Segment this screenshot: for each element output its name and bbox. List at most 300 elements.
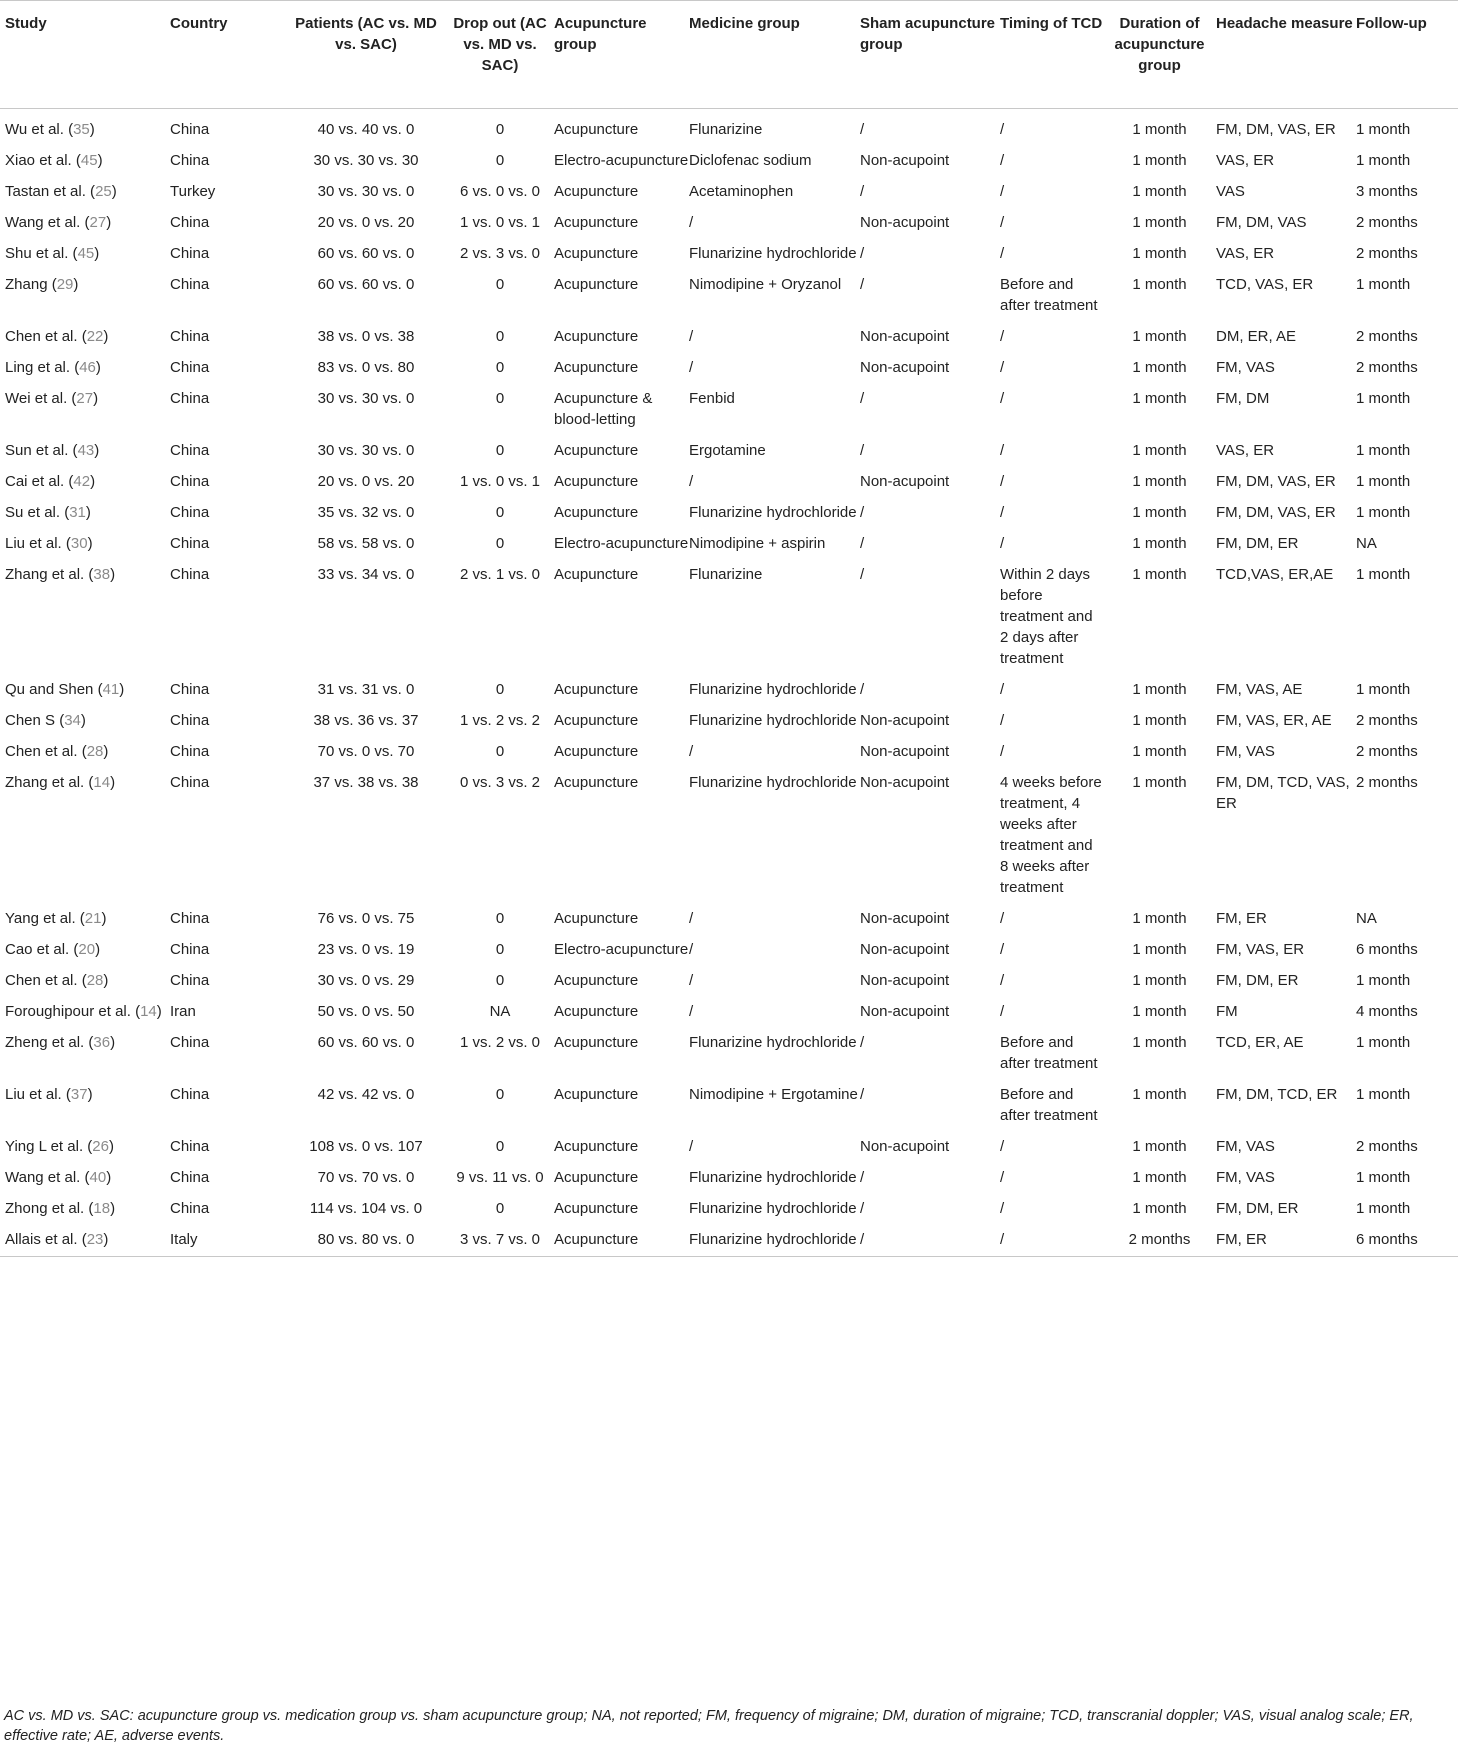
acupuncture-cell: Acupuncture bbox=[554, 245, 639, 262]
patients-cell: 20 vs. 0 vs. 20 bbox=[317, 214, 415, 231]
tcd-timing-cell: / bbox=[1000, 504, 1005, 521]
study-name: Wei et al. bbox=[5, 390, 68, 407]
dropout-cell: 2 vs. 1 vs. 0 bbox=[459, 566, 541, 583]
country-cell: China bbox=[170, 442, 210, 459]
dropout-cell: 3 vs. 7 vs. 0 bbox=[446, 1219, 554, 1257]
medicine-cell: / bbox=[689, 1003, 694, 1020]
sham-cell: / bbox=[860, 535, 865, 552]
acupuncture-cell: Acupuncture bbox=[554, 183, 639, 200]
medicine-cell: / bbox=[689, 214, 694, 231]
sham-cell: / bbox=[860, 1219, 1000, 1257]
patients-cell: 42 vs. 42 vs. 0 bbox=[317, 1086, 415, 1103]
reference-link[interactable]: 38 bbox=[93, 566, 111, 583]
study-cell: Wu et al. (35) bbox=[5, 121, 95, 138]
dropout-cell: 0 bbox=[495, 972, 505, 989]
country-cell: China bbox=[170, 712, 210, 729]
reference-link[interactable]: 21 bbox=[84, 910, 102, 927]
table-footnote: AC vs. MD vs. SAC: acupuncture group vs. medication group vs. sham acupuncture group; NA, not reported; FM, frequency of migraine; DM, duration of migraine; TCD, transcranial doppler; VAS, visual analog scale; ER, effective rate; AE, adverse events. bbox=[4, 1708, 1414, 1744]
acupuncture-cell: Electro-acupuncture bbox=[554, 941, 689, 958]
follow-up-cell: 1 month bbox=[1356, 473, 1411, 490]
reference-link[interactable]: 26 bbox=[92, 1138, 109, 1155]
medicine-cell: / bbox=[689, 743, 694, 760]
study-name: Foroughipour et al. bbox=[5, 1003, 131, 1020]
tcd-timing-cell: 4 weeks before treatment, 4 weeks after treatment and 8 weeks after treatment bbox=[1000, 774, 1102, 896]
measure-cell: FM, DM, ER bbox=[1216, 535, 1299, 552]
sham-cell: / bbox=[860, 1086, 865, 1103]
reference-link[interactable]: 20 bbox=[78, 941, 96, 958]
tcd-timing-cell: / bbox=[1000, 473, 1005, 490]
acupuncture-cell: Acupuncture bbox=[554, 774, 639, 791]
medicine-cell: Flunarizine hydrochloride bbox=[689, 1200, 857, 1217]
country-cell: China bbox=[170, 972, 210, 989]
dropout-cell: 0 bbox=[495, 1138, 505, 1155]
study-name: Wang et al. bbox=[5, 214, 81, 231]
study-name: Allais et al. bbox=[5, 1231, 78, 1248]
follow-up-cell: 2 months bbox=[1356, 214, 1418, 231]
table-row bbox=[0, 1022, 1458, 1074]
measure-cell: FM bbox=[1216, 1003, 1238, 1020]
acupuncture-cell: Electro-acupuncture bbox=[554, 152, 689, 169]
dropout-cell: 0 bbox=[495, 442, 505, 459]
table-row bbox=[0, 378, 1458, 430]
study-cell: Zhang et al. (38) bbox=[5, 566, 116, 583]
study-name: Wu et al. bbox=[5, 121, 64, 138]
acupuncture-cell: Acupuncture bbox=[554, 473, 639, 490]
table-row bbox=[0, 991, 1458, 1022]
table-row bbox=[0, 731, 1458, 762]
reference-link[interactable]: 25 bbox=[95, 183, 112, 200]
country-cell: China bbox=[170, 1086, 210, 1103]
study-cell: Zhang et al. (14) bbox=[5, 774, 116, 791]
header-row bbox=[0, 1, 1458, 109]
acupuncture-cell: Electro-acupuncture bbox=[554, 535, 689, 552]
acupuncture-cell: Acupuncture bbox=[554, 1003, 639, 1020]
follow-up-cell: 2 months bbox=[1356, 359, 1418, 376]
measure-cell: FM, VAS, ER bbox=[1216, 941, 1305, 958]
study-name: Zhong et al. bbox=[5, 1200, 85, 1217]
measure-cell: FM, VAS bbox=[1216, 1169, 1275, 1186]
table-row bbox=[0, 1188, 1458, 1219]
patients-cell: 37 vs. 38 vs. 38 bbox=[313, 774, 419, 791]
medicine-cell: Flunarizine hydrochloride bbox=[689, 712, 857, 729]
duration-cell: 1 month bbox=[1132, 504, 1187, 521]
tcd-timing-cell: / bbox=[1000, 1003, 1005, 1020]
study-name: Chen et al. bbox=[5, 328, 78, 345]
measure-cell: VAS bbox=[1216, 183, 1245, 200]
reference-link[interactable]: 34 bbox=[64, 712, 81, 729]
tcd-timing-cell: / bbox=[1000, 359, 1005, 376]
follow-up-cell: 1 month bbox=[1356, 1169, 1411, 1186]
tcd-timing-cell: Within 2 days before treatment and 2 days after treatment bbox=[1000, 566, 1093, 667]
follow-up-cell: 1 month bbox=[1356, 566, 1411, 583]
reference-link[interactable]: 36 bbox=[93, 1034, 111, 1051]
sham-cell: Non-acupoint bbox=[860, 359, 950, 376]
tcd-timing-cell: / bbox=[1000, 214, 1005, 231]
study-cell: Cai et al. (42) bbox=[5, 473, 96, 490]
table-row bbox=[0, 960, 1458, 991]
sham-cell: / bbox=[860, 1200, 865, 1217]
table-row bbox=[0, 762, 1458, 898]
medicine-cell: Flunarizine hydrochloride bbox=[689, 504, 857, 521]
sham-cell: Non-acupoint bbox=[860, 941, 950, 958]
table-row bbox=[0, 669, 1458, 700]
reference-link[interactable]: 14 bbox=[93, 774, 111, 791]
medicine-cell: Flunarizine hydrochloride bbox=[689, 681, 857, 698]
duration-cell: 1 month bbox=[1132, 152, 1187, 169]
study-name: Xiao et al. bbox=[5, 152, 72, 169]
country-cell: China bbox=[170, 1034, 210, 1051]
medicine-cell: / bbox=[689, 328, 694, 345]
acupuncture-cell: Acupuncture bbox=[554, 1138, 639, 1155]
study-cell: Allais et al. (23) bbox=[0, 1219, 170, 1257]
follow-up-cell: 2 months bbox=[1356, 1138, 1418, 1155]
acupuncture-cell: Acupuncture bbox=[554, 276, 639, 293]
measure-cell: FM, DM bbox=[1216, 390, 1270, 407]
follow-up-cell: NA bbox=[1356, 910, 1377, 927]
acupuncture-cell: Acupuncture bbox=[554, 1200, 639, 1217]
study-name: Wang et al. bbox=[5, 1169, 81, 1186]
acupuncture-cell: Acupuncture bbox=[554, 504, 639, 521]
follow-up-cell: 6 months bbox=[1356, 1219, 1458, 1257]
study-cell: Sun et al. (43) bbox=[5, 442, 100, 459]
study-cell: Liu et al. (30) bbox=[5, 535, 93, 552]
sham-cell: Non-acupoint bbox=[860, 1138, 950, 1155]
patients-cell: 33 vs. 34 vs. 0 bbox=[317, 566, 415, 583]
duration-cell: 1 month bbox=[1132, 681, 1187, 698]
header-country: Country bbox=[170, 1, 286, 109]
dropout-cell: 9 vs. 11 vs. 0 bbox=[456, 1169, 544, 1186]
study-name: Zheng et al. bbox=[5, 1034, 85, 1051]
header-follow-up: Follow-up bbox=[1356, 1, 1458, 109]
dropout-cell: 0 bbox=[495, 535, 505, 552]
table-row bbox=[0, 929, 1458, 960]
dropout-cell: 0 bbox=[495, 1086, 505, 1103]
reference-link[interactable]: 14 bbox=[140, 1003, 157, 1020]
header-duration: Duration of acupuncture group bbox=[1103, 1, 1216, 109]
reference-link[interactable]: 43 bbox=[77, 442, 95, 459]
acupuncture-cell: Acupuncture bbox=[554, 566, 639, 583]
patients-cell: 108 vs. 0 vs. 107 bbox=[309, 1138, 423, 1155]
country-cell: China bbox=[170, 504, 210, 521]
tcd-timing-cell: / bbox=[1000, 121, 1005, 138]
acupuncture-cell: Acupuncture bbox=[554, 1034, 639, 1051]
reference-link[interactable]: 29 bbox=[56, 276, 74, 293]
duration-cell: 1 month bbox=[1132, 473, 1187, 490]
measure-cell: FM, DM, TCD, VAS, ER bbox=[1216, 774, 1350, 812]
duration-cell: 1 month bbox=[1132, 1138, 1187, 1155]
reference-link[interactable]: 30 bbox=[70, 535, 88, 552]
country-cell: China bbox=[170, 473, 210, 490]
dropout-cell: 2 vs. 3 vs. 0 bbox=[459, 245, 541, 262]
duration-cell: 1 month bbox=[1132, 566, 1187, 583]
reference-link[interactable]: 28 bbox=[86, 743, 104, 760]
study-name: Sun et al. bbox=[5, 442, 69, 459]
acupuncture-cell: Acupuncture & blood-letting bbox=[554, 390, 653, 428]
reference-link[interactable]: 46 bbox=[79, 359, 96, 376]
table-row bbox=[0, 492, 1458, 523]
reference-link[interactable]: 28 bbox=[86, 972, 104, 989]
sham-cell: / bbox=[860, 681, 865, 698]
patients-cell: 31 vs. 31 vs. 0 bbox=[317, 681, 415, 698]
tcd-timing-cell: / bbox=[1000, 1219, 1103, 1257]
study-name: Qu and Shen bbox=[5, 681, 94, 698]
header-patients: Patients (AC vs. MD vs. SAC) bbox=[286, 1, 446, 109]
patients-cell: 76 vs. 0 vs. 75 bbox=[317, 910, 415, 927]
acupuncture-cell: Acupuncture bbox=[554, 1086, 639, 1103]
medicine-cell: Acetaminophen bbox=[689, 183, 794, 200]
reference-link[interactable]: 35 bbox=[73, 121, 90, 138]
table-row bbox=[0, 1074, 1458, 1126]
patients-cell: 50 vs. 0 vs. 50 bbox=[317, 1003, 415, 1020]
header-headache-measure: Headache measure bbox=[1216, 1, 1356, 109]
dropout-cell: 1 vs. 0 vs. 1 bbox=[459, 473, 541, 490]
sham-cell: / bbox=[860, 1169, 865, 1186]
acupuncture-cell: Acupuncture bbox=[554, 328, 639, 345]
sham-cell: / bbox=[860, 566, 865, 583]
study-name: Zhang et al. bbox=[5, 566, 85, 583]
measure-cell: FM, DM, TCD, ER bbox=[1216, 1086, 1338, 1103]
reference-link[interactable]: 41 bbox=[102, 681, 120, 698]
measure-cell: DM, ER, AE bbox=[1216, 328, 1297, 345]
patients-cell: 83 vs. 0 vs. 80 bbox=[317, 359, 415, 376]
tcd-timing-cell: / bbox=[1000, 442, 1005, 459]
acupuncture-cell: Acupuncture bbox=[554, 1169, 639, 1186]
medicine-cell: Flunarizine hydrochloride bbox=[689, 1169, 857, 1186]
tcd-timing-cell: / bbox=[1000, 152, 1005, 169]
measure-cell: FM, VAS, AE bbox=[1216, 681, 1303, 698]
table-row bbox=[0, 1126, 1458, 1157]
study-name: Ying L et al. bbox=[5, 1138, 84, 1155]
measure-cell: TCD,VAS, ER,AE bbox=[1216, 566, 1334, 583]
study-name: Cai et al. bbox=[5, 473, 65, 490]
duration-cell: 1 month bbox=[1132, 183, 1187, 200]
sham-cell: / bbox=[860, 1034, 865, 1051]
measure-cell: FM, DM, VAS bbox=[1216, 214, 1307, 231]
country-cell: China bbox=[170, 245, 210, 262]
study-name: Chen et al. bbox=[5, 972, 78, 989]
study-cell: Foroughipour et al. (14) bbox=[5, 1003, 162, 1020]
sham-cell: Non-acupoint bbox=[860, 712, 950, 729]
duration-cell: 1 month bbox=[1132, 743, 1187, 760]
study-cell: Su et al. (31) bbox=[5, 504, 91, 521]
study-name: Chen S bbox=[5, 712, 56, 729]
study-name: Yang et al. bbox=[5, 910, 76, 927]
reference-link[interactable]: 45 bbox=[77, 245, 95, 262]
measure-cell: FM, VAS bbox=[1216, 743, 1275, 760]
country-cell: China bbox=[170, 328, 210, 345]
sham-cell: Non-acupoint bbox=[860, 214, 950, 231]
sham-cell: Non-acupoint bbox=[860, 473, 950, 490]
study-name: Tastan et al. bbox=[5, 183, 86, 200]
sham-cell: Non-acupoint bbox=[860, 328, 950, 345]
measure-cell: FM, VAS bbox=[1216, 359, 1275, 376]
acupuncture-cell: Acupuncture bbox=[554, 1219, 689, 1257]
duration-cell: 1 month bbox=[1132, 774, 1187, 791]
medicine-cell: Nimodipine + Ergotamine bbox=[689, 1086, 858, 1103]
country-cell: China bbox=[170, 566, 210, 583]
duration-cell: 1 month bbox=[1132, 910, 1187, 927]
header-study: Study bbox=[0, 1, 170, 109]
study-name: Zhang bbox=[5, 276, 48, 293]
header-dropout: Drop out (AC vs. MD vs. SAC) bbox=[446, 1, 554, 109]
tcd-timing-cell: / bbox=[1000, 681, 1005, 698]
measure-cell: FM, DM, VAS, ER bbox=[1216, 504, 1336, 521]
reference-link[interactable]: 37 bbox=[70, 1086, 88, 1103]
sham-cell: Non-acupoint bbox=[860, 910, 950, 927]
country-cell: China bbox=[170, 535, 210, 552]
study-name: Chen et al. bbox=[5, 743, 78, 760]
sham-cell: Non-acupoint bbox=[860, 774, 950, 791]
dropout-cell: 1 vs. 2 vs. 2 bbox=[459, 712, 541, 729]
follow-up-cell: 1 month bbox=[1356, 390, 1411, 407]
study-name: Zhang et al. bbox=[5, 774, 85, 791]
country-cell: China bbox=[170, 681, 210, 698]
medicine-cell: / bbox=[689, 359, 694, 376]
study-cell: Xiao et al. (45) bbox=[5, 152, 103, 169]
table-row bbox=[0, 1219, 1458, 1257]
follow-up-cell: 1 month bbox=[1356, 121, 1411, 138]
reference-link[interactable]: 31 bbox=[69, 504, 86, 521]
study-cell: Zhang (29) bbox=[5, 276, 79, 293]
duration-cell: 1 month bbox=[1132, 941, 1187, 958]
tcd-timing-cell: / bbox=[1000, 183, 1005, 200]
dropout-cell: 0 bbox=[495, 504, 505, 521]
dropout-cell: 1 vs. 0 vs. 1 bbox=[459, 214, 541, 231]
study-cell: Shu et al. (45) bbox=[5, 245, 100, 262]
study-cell: Chen S (34) bbox=[5, 712, 86, 729]
acupuncture-cell: Acupuncture bbox=[554, 743, 639, 760]
follow-up-cell: 4 months bbox=[1356, 1003, 1418, 1020]
study-cell: Qu and Shen (41) bbox=[5, 681, 125, 698]
tcd-timing-cell: / bbox=[1000, 910, 1005, 927]
patients-cell: 23 vs. 0 vs. 19 bbox=[317, 941, 415, 958]
sham-cell: Non-acupoint bbox=[860, 743, 950, 760]
dropout-cell: 0 bbox=[495, 152, 505, 169]
reference-link[interactable]: 27 bbox=[76, 390, 94, 407]
study-cell: Ying L et al. (26) bbox=[5, 1138, 114, 1155]
duration-cell: 1 month bbox=[1132, 328, 1187, 345]
medicine-cell: / bbox=[689, 910, 694, 927]
tcd-timing-cell: / bbox=[1000, 941, 1005, 958]
tcd-timing-cell: / bbox=[1000, 1138, 1005, 1155]
table-row bbox=[0, 233, 1458, 264]
header-timing-tcd: Timing of TCD bbox=[1000, 1, 1103, 109]
patients-cell: 58 vs. 58 vs. 0 bbox=[317, 535, 415, 552]
sham-cell: Non-acupoint bbox=[860, 1003, 950, 1020]
country-cell: China bbox=[170, 359, 210, 376]
follow-up-cell: NA bbox=[1356, 535, 1377, 552]
study-cell: Zheng et al. (36) bbox=[5, 1034, 116, 1051]
duration-cell: 1 month bbox=[1132, 390, 1187, 407]
table-row bbox=[0, 202, 1458, 233]
study-cell: Cao et al. (20) bbox=[5, 941, 101, 958]
header-medicine-group: Medicine group bbox=[689, 1, 860, 109]
reference-link[interactable]: 23 bbox=[86, 1231, 104, 1248]
reference-link[interactable]: 27 bbox=[89, 214, 107, 231]
table-row bbox=[0, 316, 1458, 347]
tcd-timing-cell: Before and after treatment bbox=[1000, 1034, 1098, 1072]
follow-up-cell: 1 month bbox=[1356, 1086, 1411, 1103]
dropout-cell: 6 vs. 0 vs. 0 bbox=[459, 183, 541, 200]
reference-link[interactable]: 18 bbox=[93, 1200, 111, 1217]
country-cell: China bbox=[170, 390, 210, 407]
study-cell: Chen et al. (22) bbox=[5, 328, 109, 345]
country-cell: Turkey bbox=[170, 183, 216, 200]
reference-link[interactable]: 45 bbox=[80, 152, 98, 169]
patients-cell: 20 vs. 0 vs. 20 bbox=[317, 473, 415, 490]
medicine-cell: Flunarizine bbox=[689, 121, 763, 138]
dropout-cell: 0 bbox=[495, 681, 505, 698]
table-row bbox=[0, 523, 1458, 554]
medicine-cell: Nimodipine + aspirin bbox=[689, 535, 826, 552]
table-row bbox=[0, 554, 1458, 669]
patients-cell: 114 vs. 104 vs. 0 bbox=[309, 1200, 423, 1217]
patients-cell: 30 vs. 30 vs. 0 bbox=[317, 442, 415, 459]
duration-cell: 1 month bbox=[1132, 214, 1187, 231]
medicine-cell: / bbox=[689, 1138, 694, 1155]
patients-cell: 70 vs. 70 vs. 0 bbox=[317, 1169, 415, 1186]
study-name: Liu et al. bbox=[5, 1086, 62, 1103]
follow-up-cell: 1 month bbox=[1356, 504, 1411, 521]
table-body bbox=[0, 109, 1458, 1257]
patients-cell: 30 vs. 0 vs. 29 bbox=[317, 972, 415, 989]
medicine-cell: Diclofenac sodium bbox=[689, 152, 812, 169]
follow-up-cell: 2 months bbox=[1356, 743, 1418, 760]
acupuncture-cell: Acupuncture bbox=[554, 910, 639, 927]
follow-up-cell: 2 months bbox=[1356, 774, 1418, 791]
dropout-cell: 0 bbox=[495, 1200, 505, 1217]
dropout-cell: 0 vs. 3 vs. 2 bbox=[459, 774, 541, 791]
follow-up-cell: 2 months bbox=[1356, 712, 1418, 729]
reference-link[interactable]: 42 bbox=[73, 473, 91, 490]
measure-cell: TCD, VAS, ER bbox=[1216, 276, 1314, 293]
duration-cell: 1 month bbox=[1132, 359, 1187, 376]
tcd-timing-cell: / bbox=[1000, 328, 1005, 345]
sham-cell: / bbox=[860, 276, 865, 293]
country-cell: China bbox=[170, 152, 210, 169]
reference-link[interactable]: 22 bbox=[86, 328, 104, 345]
country-cell: China bbox=[170, 1200, 210, 1217]
tcd-timing-cell: / bbox=[1000, 972, 1005, 989]
table-row bbox=[0, 140, 1458, 171]
patients-cell: 60 vs. 60 vs. 0 bbox=[317, 245, 415, 262]
reference-link[interactable]: 40 bbox=[89, 1169, 107, 1186]
duration-cell: 1 month bbox=[1132, 1169, 1187, 1186]
follow-up-cell: 2 months bbox=[1356, 245, 1418, 262]
acupuncture-cell: Acupuncture bbox=[554, 972, 639, 989]
measure-cell: FM, VAS bbox=[1216, 1138, 1275, 1155]
follow-up-cell: 3 months bbox=[1356, 183, 1418, 200]
country-cell: China bbox=[170, 1169, 210, 1186]
follow-up-cell: 1 month bbox=[1356, 442, 1411, 459]
dropout-cell: 0 bbox=[495, 359, 505, 376]
country-cell: China bbox=[170, 774, 210, 791]
study-name: Ling et al. bbox=[5, 359, 71, 376]
table-row bbox=[0, 264, 1458, 316]
study-name: Cao et al. bbox=[5, 941, 70, 958]
patients-cell: 38 vs. 0 vs. 38 bbox=[317, 328, 415, 345]
country-cell: China bbox=[170, 276, 210, 293]
patients-cell: 70 vs. 0 vs. 70 bbox=[317, 743, 415, 760]
medicine-cell: Ergotamine bbox=[689, 442, 766, 459]
country-cell: China bbox=[170, 1138, 210, 1155]
patients-cell: 60 vs. 60 vs. 0 bbox=[317, 1034, 415, 1051]
patients-cell: 60 vs. 60 vs. 0 bbox=[317, 276, 415, 293]
study-cell: Liu et al. (37) bbox=[5, 1086, 93, 1103]
table-row bbox=[0, 430, 1458, 461]
measure-cell: FM, ER bbox=[1216, 1219, 1356, 1257]
sham-cell: / bbox=[860, 121, 865, 138]
